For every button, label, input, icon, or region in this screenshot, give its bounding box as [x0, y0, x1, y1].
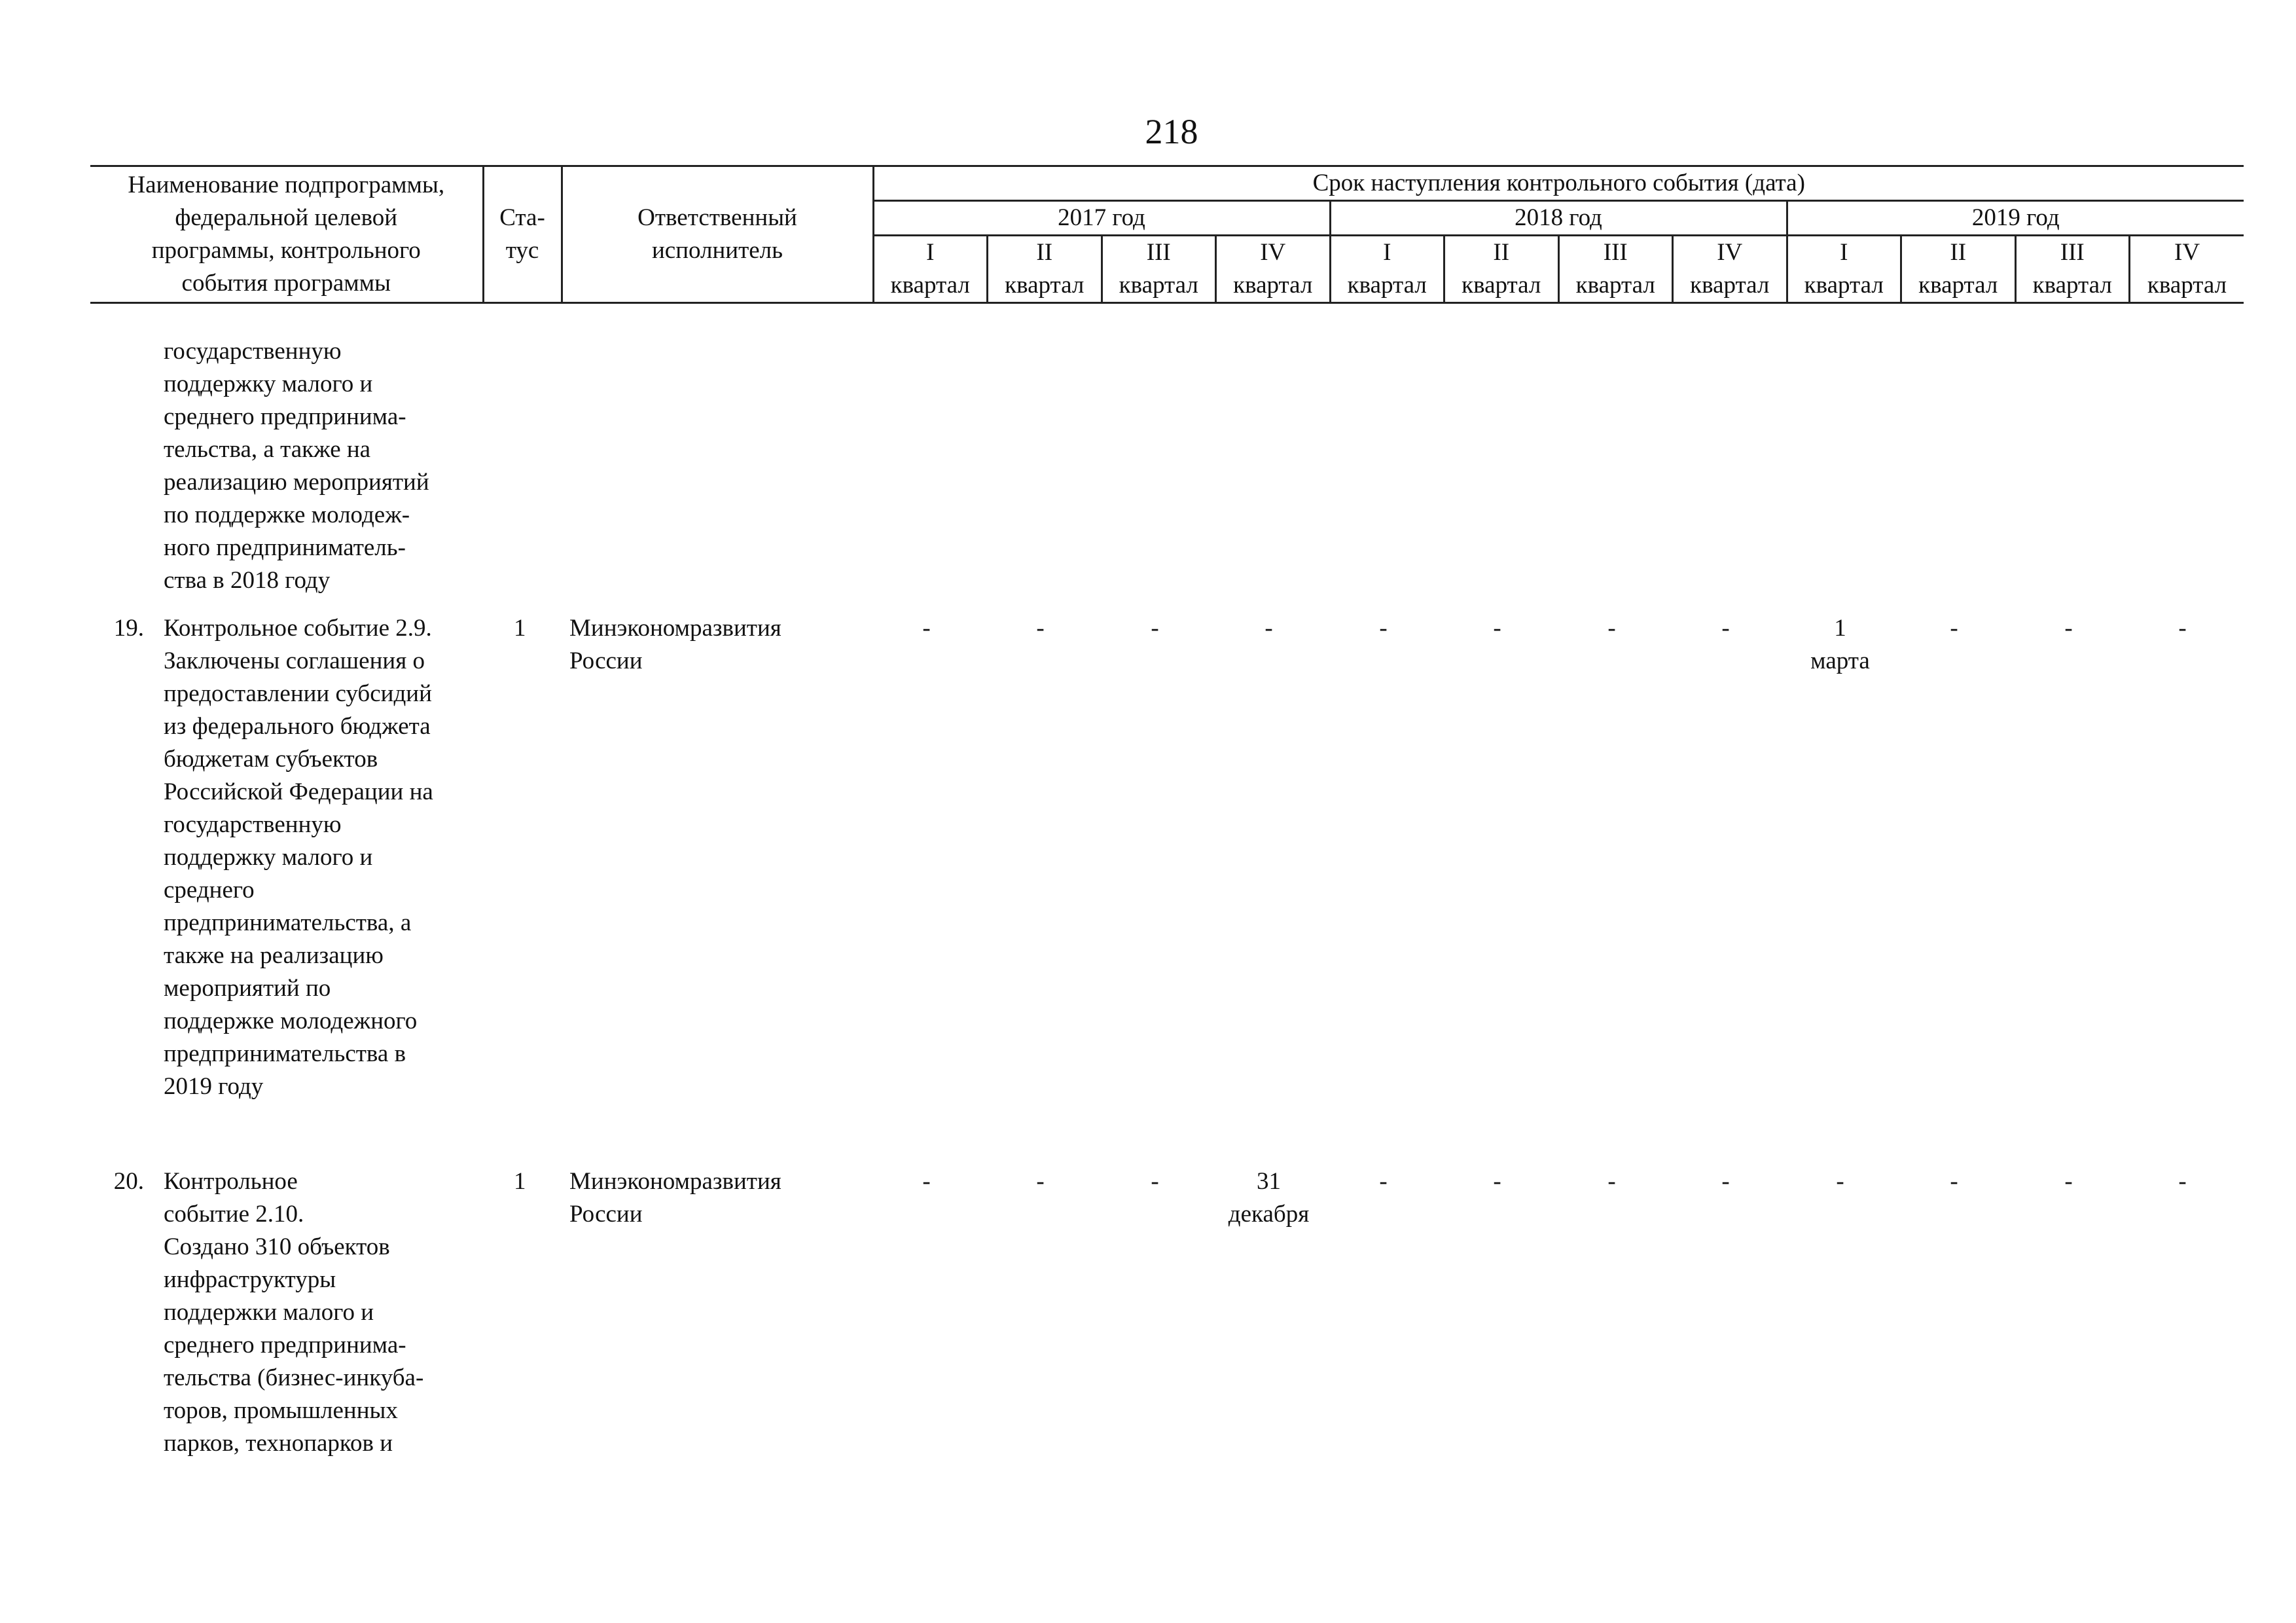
header-name-cell: [90, 166, 483, 303]
date-cell: [1897, 612, 2011, 645]
executor-line: Минэкономразвития: [569, 1168, 781, 1195]
date-cell: [1211, 1165, 1326, 1231]
date-line: 31: [1257, 1168, 1281, 1195]
header-year: 2018 год: [1330, 201, 1787, 236]
quarter-numeral: II: [1444, 236, 1559, 270]
date-cell: [1897, 1165, 2011, 1198]
date-line: -: [1721, 615, 1730, 642]
name-line: поддержку малого и: [164, 371, 373, 397]
quarter-word: квартал: [2130, 269, 2244, 303]
name-line: тельства, а также на: [164, 436, 371, 463]
header-deadline: Срок наступления контрольного события (дата): [873, 166, 2244, 201]
quarter-numeral: IV: [1673, 236, 1787, 270]
name-line: предпринимательства, а: [164, 909, 412, 936]
date-line: -: [2064, 1168, 2073, 1195]
date-cell: [1326, 612, 1441, 645]
date-cell: [1668, 1165, 1783, 1198]
quarter-word: квартал: [988, 269, 1102, 303]
header-executor-line: исполнитель: [651, 237, 783, 264]
name-line: торов, промышленных: [164, 1397, 398, 1424]
name-line: среднего: [164, 877, 255, 903]
date-line: 1: [1834, 615, 1846, 642]
name-line: поддержки малого и: [164, 1299, 374, 1326]
header-status-cell: [483, 166, 562, 303]
date-cell: [1098, 1165, 1212, 1198]
header-table: [90, 165, 2244, 304]
date-cell: [869, 1165, 984, 1198]
quarter-word: квартал: [873, 269, 988, 303]
event-name: [164, 1165, 478, 1460]
date-cell: [983, 612, 1098, 645]
date-line: марта: [1810, 647, 1870, 674]
executor-line: России: [569, 1201, 643, 1228]
quarter-word: квартал: [1444, 269, 1559, 303]
name-line: Заключены соглашения о: [164, 647, 425, 674]
header-executor-cell: [562, 166, 873, 303]
quarter-numeral: I: [1330, 236, 1444, 270]
date-line: -: [1379, 1168, 1388, 1195]
date-cell: [2011, 1165, 2126, 1198]
date-line: -: [1151, 1168, 1159, 1195]
header-status-line: тус: [505, 237, 539, 264]
header-name-line: события программы: [181, 270, 391, 297]
name-line: по поддержке молодеж-: [164, 501, 410, 528]
quarter-numeral: III: [1102, 236, 1216, 270]
name-line: Контрольное: [164, 1168, 298, 1195]
name-line: поддержку малого и: [164, 844, 373, 871]
header-year: 2017 год: [873, 201, 1330, 236]
name-line: среднего предпринима-: [164, 1332, 406, 1359]
row-number: 19.: [113, 615, 144, 642]
status-value: 1: [514, 615, 526, 642]
name-line: инфраструктуры: [164, 1266, 336, 1293]
date-cell: [2125, 612, 2240, 645]
executor: [569, 1165, 851, 1231]
date-line: -: [1265, 615, 1273, 642]
date-line: -: [1036, 615, 1045, 642]
executor-line: России: [569, 647, 643, 674]
date-cell: [1783, 1165, 1897, 1198]
name-line: бюджетам субъектов: [164, 746, 378, 773]
name-line: государственную: [164, 811, 342, 838]
name-line: реализацию мероприятий: [164, 469, 429, 496]
date-line: -: [922, 615, 931, 642]
name-line: предпринимательства в: [164, 1040, 406, 1067]
name-line: среднего предпринима-: [164, 403, 406, 430]
name-line: мероприятий по: [164, 975, 331, 1002]
executor: [569, 612, 851, 678]
quarter-numeral: III: [1558, 236, 1673, 270]
date-line: -: [2178, 615, 2187, 642]
header-name-line: федеральной целевой: [175, 204, 398, 231]
date-line: -: [1151, 615, 1159, 642]
quarter-word: квартал: [2015, 269, 2130, 303]
quarter-word: квартал: [1102, 269, 1216, 303]
date-line: -: [2064, 615, 2073, 642]
quarter-numeral: II: [988, 236, 1102, 270]
date-line: -: [1721, 1168, 1730, 1195]
name-line: тельства (бизнес-инкуба-: [164, 1364, 424, 1391]
date-cell: [1326, 1165, 1441, 1198]
quarter-word: квартал: [1330, 269, 1444, 303]
name-line: ства в 2018 году: [164, 567, 331, 594]
date-cell: [869, 612, 984, 645]
name-line: событие 2.10.: [164, 1201, 304, 1228]
date-line: -: [1950, 615, 1958, 642]
date-cell: [1783, 612, 1897, 678]
date-cell: [1554, 1165, 1669, 1198]
date-cell: [1211, 612, 1326, 645]
date-line: -: [1607, 1168, 1616, 1195]
quarter-numeral: IV: [2174, 239, 2200, 266]
name-line: государственную: [164, 338, 342, 365]
quarter-numeral: IV: [1216, 236, 1331, 270]
date-cell: [1440, 1165, 1554, 1198]
date-line: -: [1493, 615, 1501, 642]
name-line: предоставлении субсидий: [164, 680, 432, 707]
quarter-word: квартал: [1787, 269, 1901, 303]
continued-text: [164, 335, 478, 597]
date-cell: [2011, 612, 2126, 645]
name-line: Создано 310 объектов: [164, 1233, 390, 1260]
quarter-numeral: II: [1901, 236, 2016, 270]
date-cell: [2125, 1165, 2240, 1198]
row-number: 20.: [113, 1168, 144, 1195]
date-cell: [1668, 612, 1783, 645]
date-line: -: [1379, 615, 1388, 642]
name-line: ного предприниматель-: [164, 534, 406, 561]
event-name: [164, 612, 478, 1103]
name-line: Контрольное событие 2.9.: [164, 615, 432, 642]
date-line: -: [1493, 1168, 1501, 1195]
executor-line: Минэкономразвития: [569, 615, 781, 642]
date-line: -: [1950, 1168, 1958, 1195]
date-cell: [1440, 612, 1554, 645]
date-line: -: [1836, 1168, 1844, 1195]
date-line: -: [1036, 1168, 1045, 1195]
quarter-numeral: I: [1787, 236, 1901, 270]
name-line: парков, технопарков и: [164, 1430, 393, 1457]
name-line: Российской Федерации на: [164, 778, 433, 805]
name-line: поддержке молодежного: [164, 1008, 418, 1034]
quarter-numeral: I: [873, 236, 988, 270]
quarter-word: квартал: [1558, 269, 1673, 303]
header-status-line: Ста-: [499, 204, 545, 231]
status-value: 1: [514, 1168, 526, 1195]
name-line: 2019 году: [164, 1073, 264, 1100]
quarter-word: квартал: [1673, 269, 1787, 303]
page-number: 218: [1145, 112, 1198, 151]
header-executor-line: Ответственный: [637, 204, 797, 231]
quarter-word: квартал: [1216, 269, 1331, 303]
date-cell: [983, 1165, 1098, 1198]
date-line: -: [922, 1168, 931, 1195]
header-name-line: Наименование подпрограммы,: [128, 172, 445, 198]
name-line: также на реализацию: [164, 942, 384, 969]
header-name-line: программы, контрольного: [151, 237, 421, 264]
quarter-numeral: III: [2015, 236, 2130, 270]
quarter-word: квартал: [1901, 269, 2016, 303]
date-cell: [1098, 612, 1212, 645]
name-line: из федерального бюджета: [164, 713, 431, 740]
date-line: -: [1607, 615, 1616, 642]
header-year: 2019 год: [1787, 201, 2244, 236]
date-line: -: [2178, 1168, 2187, 1195]
date-line: декабря: [1228, 1201, 1310, 1228]
date-cell: [1554, 612, 1669, 645]
